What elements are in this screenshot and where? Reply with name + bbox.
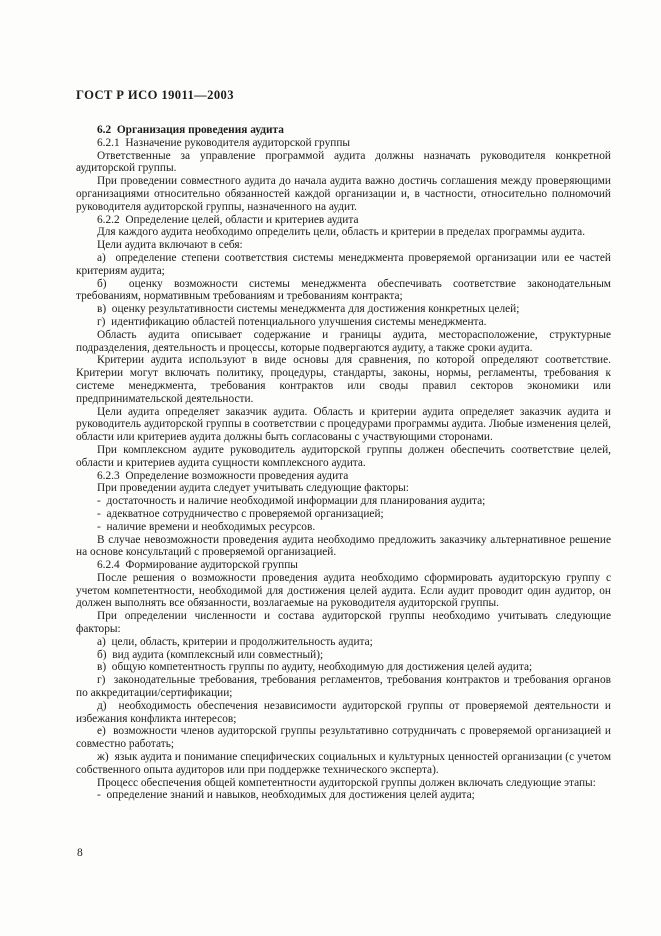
paragraph: Область аудита описывает содержание и границы аудита, месторасположение, структурные подразделения, деятельность и процессы, которые подвергаются аудиту, а также сроки аудита. <box>76 328 611 354</box>
paragraph: ж) язык аудита и понимание специфических социальных и культурных ценностей организации (с учетом собственного опыта аудиторов или при поддержке технического эксперта). <box>76 751 611 776</box>
paragraph: а) определение степени соответствия системы менеджмента проверяемой организации или ее частей критериям аудита; <box>76 251 611 277</box>
paragraph: г) идентификацию областей потенциального улучшения системы менеджмента. <box>97 315 487 328</box>
paragraph: в) общую компетентность группы по аудиту, необходимую для достижения целей аудита; <box>97 661 533 674</box>
paragraph: Цели аудита включают в себя: <box>97 239 243 252</box>
paragraph: В случае невозможности проведения аудита необходимо предложить заказчику альтернативное решение на основе консультаций с проверяемой организацией. <box>76 533 611 559</box>
paragraph: - определение знаний и навыков, необходимых для достижения целей аудита; <box>97 789 475 802</box>
paragraph: е) возможности членов аудиторской группы результативно сотрудничать с проверяемой организацией и совместно работать; <box>76 725 611 751</box>
paragraph: При проведении аудита следует учитывать следующие факторы: <box>97 482 409 495</box>
paragraph: Цели аудита определяет заказчик аудита. Область и критерии аудита определяет заказчик аудита и руководитель аудиторской группы в соответствии с процедурами программы аудита. Любые изменения целей, области или критериев аудита должны быть согласованы с участвующими сторонами. <box>76 405 611 444</box>
paragraph: б) оценку возможности системы менеджмента обеспечивать соответствие законодательным требованиям, нормативным требованиям и требованиям контракта; <box>76 277 611 303</box>
paragraph: 6.2.3 Определение возможности проведения аудита <box>97 469 349 482</box>
paragraph: - наличие времени и необходимых ресурсов. <box>97 520 316 533</box>
paragraph: 6.2 Организация проведения аудита <box>97 124 284 136</box>
paragraph: а) цели, область, критерии и продолжительность аудита; <box>97 635 373 648</box>
document-code: ГОСТ Р ИСО 19011—2003 <box>76 88 234 102</box>
paragraph: Для каждого аудита необходимо определить цели, область и критерии в пределах программы аудита. <box>97 226 586 239</box>
page-number: 8 <box>77 847 83 859</box>
paragraph: 6.2.1 Назначение руководителя аудиторской группы <box>97 136 351 149</box>
paragraph: 6.2.2 Определение целей, области и критериев аудита <box>97 213 359 226</box>
paragraph: При определении численности и состава аудиторской группы необходимо учитывать следующие факторы: <box>76 610 611 636</box>
paragraph: д) необходимость обеспечения независимости аудиторской группы от проверяемой деятельности и избежания конфликта интересов; <box>76 699 611 725</box>
paragraph: б) вид аудита (комплексный или совместный); <box>97 648 324 661</box>
paragraph: - адекватное сотрудничество с проверяемой организацией; <box>97 507 384 520</box>
document-body <box>76 124 611 802</box>
paragraph: При проведении совместного аудита до начала аудита важно достичь соглашения между проверяющими организациями относительно обязанностей каждой организации и, в частности, относительно полномочий руководителя аудиторской группы, назначенного на аудит. <box>76 175 611 213</box>
paragraph: г) законодательные требования, требования регламентов, требования контрактов и требования органов по аккредитации/сертификации; <box>76 674 611 700</box>
paragraph: При комплексном аудите руководитель аудиторской группы должен обеспечить соответствие целей, области и критериев аудита сущности комплексного аудита. <box>76 443 611 469</box>
paragraph: - достаточность и наличие необходимой информации для планирования аудита; <box>97 495 486 508</box>
paragraph: После решения о возможности проведения аудита необходимо сформировать аудиторскую группу с учетом компетентности, необходимой для достижения целей аудита. Если аудит проводит один аудитор, он должен выполнять все обязанности, возлагаемые на руководителя аудиторской группы. <box>76 571 611 610</box>
paragraph: Ответственные за управление программой аудита должны назначать руководителя конкретной аудиторской группы. <box>76 149 611 175</box>
paragraph: 6.2.4 Формирование аудиторской группы <box>97 559 298 572</box>
paragraph: Критерии аудита используют в виде основы для сравнения, по которой определяют соответствие. Критерии могут включать политику, процедуры, стандарты, законы, нормы, регламенты, требования к системе менеджмента, требования контрактов или своды правил секторов экономики или предпринимательской деятельности. <box>76 354 611 405</box>
paragraph: в) оценку результативности системы менеджмента для достижения конкретных целей; <box>97 303 520 316</box>
paragraph: Процесс обеспечения общей компетентности аудиторской группы должен включать следующие этапы: <box>97 776 596 789</box>
